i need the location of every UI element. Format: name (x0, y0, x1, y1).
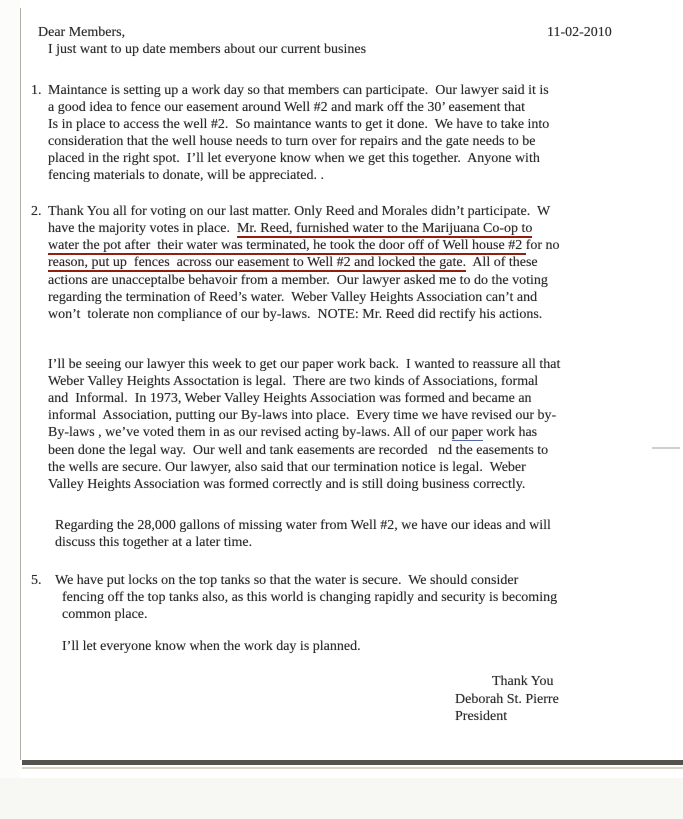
list-marker: 1. (31, 83, 42, 98)
list-marker: 2. (31, 204, 42, 219)
scan-edge-strip (0, 0, 20, 819)
letter-line (547, 24, 612, 41)
text-segment: I’ll let everyone know when the work day is planned. (62, 639, 361, 654)
underlined-text-segment: paper (451, 425, 483, 440)
text-segment: discuss this together at a later time. (55, 535, 253, 550)
scan-artifact-mark (652, 447, 680, 449)
letter-line (48, 116, 549, 133)
letter-line (48, 272, 548, 289)
list-marker: 5. (31, 573, 42, 588)
letter-line (48, 254, 538, 271)
letter-line (48, 442, 548, 459)
text-segment: Deborah St. Pierre (455, 692, 559, 707)
text-segment: fencing off the top tanks also, as this world is changing rapidly and security is becoming (62, 590, 558, 605)
text-segment: common place. (62, 607, 148, 622)
text-segment: have the majority votes in place. (48, 221, 237, 236)
letter-line (48, 41, 366, 58)
text-segment: We have put locks on the top tanks so that the water is secure. We should consider (55, 573, 519, 588)
letter-line (48, 99, 525, 116)
underlined-text-segment: Mr. Reed, furnished water to the Marijuana Co-op to (236, 221, 533, 236)
text-segment: Valley Heights Association was formed correctly and is still doing business correctly. (48, 477, 526, 492)
text-segment: Regarding the 28,000 gallons of missing water from Well #2, we have our ideas and will (55, 518, 551, 533)
letter-line (48, 82, 549, 99)
letter-line (48, 306, 542, 323)
letter-line (48, 220, 532, 237)
text-segment: 11-02-2010 (547, 25, 612, 40)
letter-line (48, 356, 560, 373)
letter-line (492, 673, 553, 690)
letter-line (48, 150, 540, 167)
letter-line (55, 517, 551, 534)
text-segment: actions are unacceptalbe behavoir from a member. Our lawyer asked me to do the voting (48, 273, 548, 288)
text-segment: regarding the termination of Reed’s water. Weber Valley Heights Association can’t and (48, 290, 538, 305)
text-segment: work has (482, 425, 538, 440)
underlined-text-segment: reason, put up fences across our easement to Well #2 and locked the gate. (48, 255, 467, 270)
letter-line (55, 534, 252, 551)
text-segment: the wells are secure. Our lawyer, also said that our termination notice is legal. Weber (48, 460, 526, 475)
letter-line (48, 237, 560, 254)
letter-line (62, 638, 361, 655)
bottom-rule-light (22, 767, 683, 769)
letter-line (48, 167, 324, 184)
text-segment: for no (525, 238, 560, 253)
letter-line (48, 203, 550, 220)
letter-line (38, 24, 125, 41)
text-segment: consideration that the well house needs to turn over for repairs and the gate needs to be (48, 134, 536, 149)
letter-line (48, 476, 525, 493)
text-segment: Maintance is setting up a work day so that members can participate. Our lawyer said it is (48, 83, 549, 98)
scan-edge-line (20, 8, 21, 760)
letter-line (48, 459, 526, 476)
text-segment: won’t tolerate non compliance of our by-laws. NOTE: Mr. Reed did rectify his actions. (48, 307, 543, 322)
text-segment: Thank You all for voting on our last matter. Only Reed and Morales didn’t participate. W (48, 204, 551, 219)
text-segment: All of these (466, 255, 538, 270)
letter-line (62, 589, 557, 606)
text-segment: President (455, 709, 508, 724)
text-segment: fencing materials to donate, will be appreciated. . (48, 168, 325, 183)
text-segment: Is in place to access the well #2. So maintance wants to get it done. We have to take into (48, 117, 550, 132)
letter-line (48, 133, 536, 150)
text-segment: Dear Members, (38, 25, 126, 40)
letter-line (55, 572, 518, 589)
text-segment: I’ll be seeing our lawyer this week to get our paper work back. I wanted to reassure all that (48, 357, 561, 372)
letter-line (455, 691, 559, 708)
underlined-text-segment: water the pot after their water was terminated, he took the door off of Well house #2 (48, 238, 526, 253)
letter-line (48, 424, 537, 441)
page-bottom-strip (0, 778, 683, 819)
text-segment: a good idea to fence our easement around Well #2 and mark off the 30’ easement that (48, 100, 526, 115)
letter-line (48, 373, 538, 390)
letter-line (48, 407, 556, 424)
letter-line (48, 289, 537, 306)
text-segment: and Informal. In 1973, Weber Valley Heights Association was formed and became an (48, 391, 532, 406)
text-segment: informal Association, putting our By-laws into place. Every time we have revised our by- (48, 408, 557, 423)
text-segment: placed in the right spot. I’ll let everyone know when we get this together. Anyone with (48, 151, 540, 166)
text-segment: been done the legal way. Our well and tank easements are recorded nd the easements to (48, 443, 549, 458)
letter-line (48, 390, 532, 407)
text-segment: Thank You (492, 674, 554, 689)
text-segment: Weber Valley Heights Assoctation is legal. There are two kinds of Associations, formal (48, 374, 539, 389)
letter-line (62, 606, 148, 623)
bottom-rule-dark (22, 760, 683, 765)
text-segment: By-laws , we’ve voted them in as our revised acting by-laws. All of our (48, 425, 452, 440)
text-segment: I just want to up date members about our current busines (48, 42, 367, 57)
letter-line (455, 708, 507, 725)
